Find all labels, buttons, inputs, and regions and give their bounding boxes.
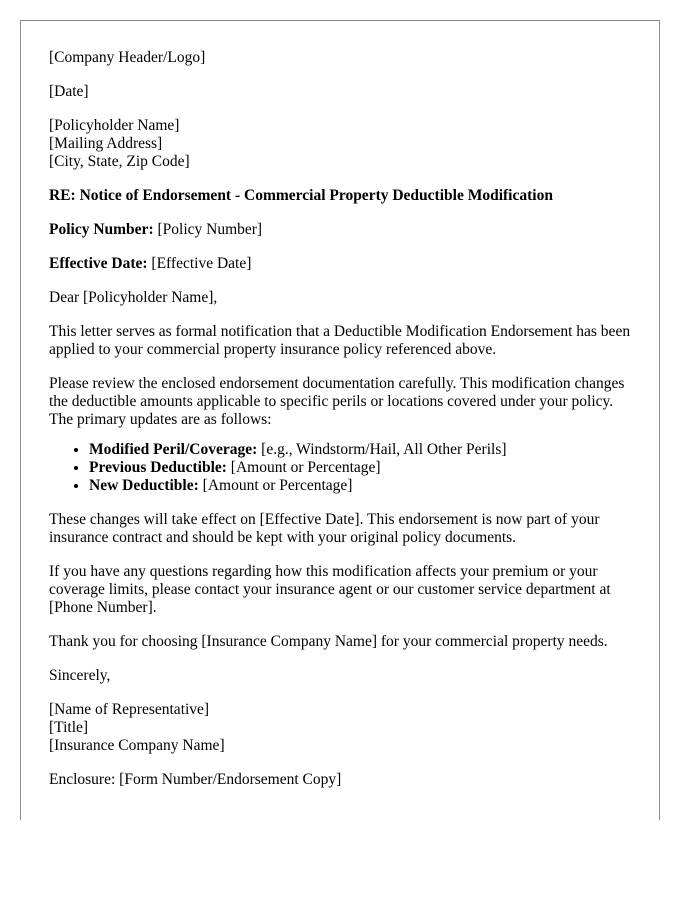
recipient-mailing-address: [Mailing Address] [49,135,163,152]
change-value: [Amount or Percentage] [230,459,381,476]
recipient-city-state-zip: [City, State, Zip Code] [49,153,190,170]
list-item [89,477,639,495]
recipient-address-block [49,117,639,171]
closing: Sincerely, [49,667,111,684]
body-paragraph-notification: This letter serves as formal notification that a Deductible Modification Endorsement has been applied to your commercial property insurance policy referenced above. [49,323,631,358]
policy-number-label: Policy Number: [49,221,154,238]
enclosure-line: Enclosure: [Form Number/Endorsement Copy] [49,771,342,788]
subject-line: RE: Notice of Endorsement - Commercial Property Deductible Modification [49,187,553,204]
signature-title: [Title] [49,719,89,736]
change-value: [e.g., Windstorm/Hail, All Other Perils] [261,441,507,458]
body-paragraph-questions: If you have any questions regarding how this modification affects your premium or your coverage limits, please contact your insurance agent or our customer service department at [Phone Number]. [49,563,611,616]
letter-content [49,49,639,805]
body-paragraph-effect: These changes will take effect on [Effective Date]. This endorsement is now part of your insurance contract and should be kept with your original policy documents. [49,511,600,546]
letter-date: [Date] [49,83,89,100]
policy-number-value: [Policy Number] [157,221,263,238]
change-label: Modified Peril/Coverage: [89,441,258,458]
body-paragraph-review: Please review the enclosed endorsement documentation carefully. This modification changes the deductible amounts applicable to specific perils or locations covered under your policy. The primary updates are as follows: [49,375,625,428]
signature-block [49,701,639,755]
salutation: Dear [Policyholder Name], [49,289,218,306]
list-item [89,441,639,459]
effective-date-label: Effective Date: [49,255,148,272]
signature-name: [Name of Representative] [49,701,210,718]
change-value: [Amount or Percentage] [202,477,353,494]
deductible-changes-list [49,441,639,495]
signature-company: [Insurance Company Name] [49,737,225,754]
body-paragraph-thanks: Thank you for choosing [Insurance Company Name] for your commercial property needs. [49,633,608,650]
change-label: Previous Deductible: [89,459,227,476]
recipient-name: [Policyholder Name] [49,117,180,134]
change-label: New Deductible: [89,477,199,494]
list-item [89,459,639,477]
letter-page [20,20,660,820]
effective-date-line [49,255,639,273]
policy-number-line [49,221,639,239]
effective-date-value: [Effective Date] [151,255,252,272]
company-header: [Company Header/Logo] [49,49,206,66]
